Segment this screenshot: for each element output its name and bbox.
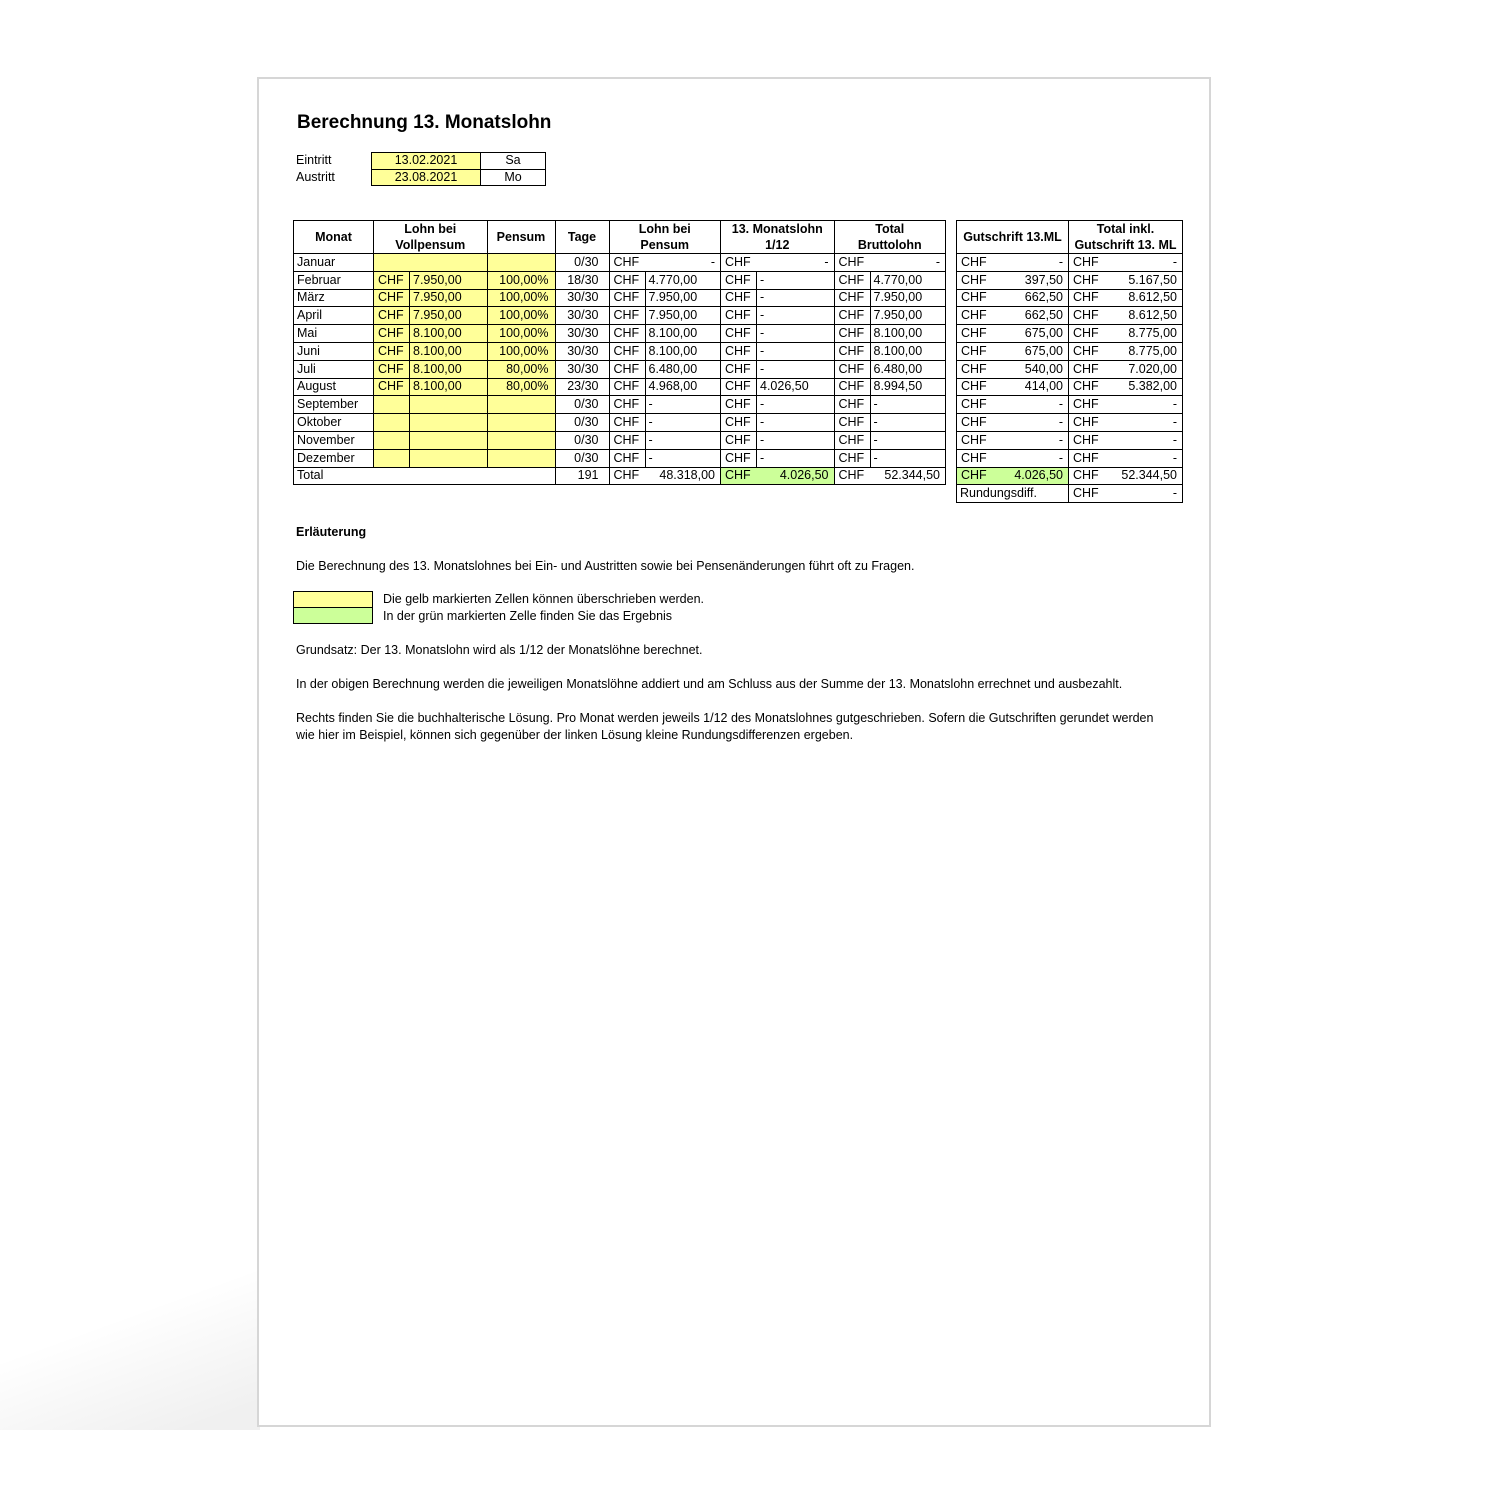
dates-table	[294, 152, 546, 186]
legend-yellow-swatch	[293, 591, 373, 608]
table-row	[957, 431, 1183, 449]
total-gut-total-currency: CHF	[1069, 467, 1105, 485]
gutschrift-cell: 675,00	[992, 325, 1069, 343]
monatslohn-13-cell: 4.026,50	[757, 378, 835, 396]
erlaeuterung-intro: Die Berechnung des 13. Monatslohnes bei Ein- und Austritten sowie bei Pensenänderungen führt oft zu Fragen.	[296, 559, 915, 573]
total-currency: CHF	[834, 325, 870, 343]
gutschrift-cell: 397,50	[992, 271, 1069, 289]
monatslohn-13-cell: -	[757, 271, 835, 289]
total-ml-currency: CHF	[721, 467, 757, 485]
table-row	[294, 449, 946, 467]
monatslohn-13-cell: -	[757, 414, 835, 432]
lohn-pensum-currency: CHF	[609, 289, 645, 307]
lohn-pensum-cell: 7.950,00	[645, 307, 721, 325]
gut-total-currency: CHF	[1069, 289, 1105, 307]
lohn-pensum-cell: -	[645, 396, 721, 414]
total-bruttolohn-cell: 7.950,00	[870, 307, 946, 325]
austritt-date-cell[interactable]: 23.08.2021	[372, 169, 481, 186]
gutschrift-cell: 662,50	[992, 307, 1069, 325]
total-currency: CHF	[834, 360, 870, 378]
table-row	[957, 378, 1183, 396]
total-tage: 191	[555, 467, 609, 485]
tage-cell: 30/30	[555, 360, 609, 378]
pensum-cell[interactable]: 100,00%	[487, 342, 555, 360]
gutschrift-currency: CHF	[957, 342, 993, 360]
pensum-cell[interactable]: 100,00%	[487, 325, 555, 343]
tage-cell: 30/30	[555, 307, 609, 325]
month-cell: Oktober	[294, 414, 374, 432]
total-inkl-gutschrift-cell: -	[1104, 449, 1183, 467]
total-bruttolohn-cell: 7.950,00	[870, 289, 946, 307]
table-row	[957, 307, 1183, 325]
monatslohn-13-cell: -	[757, 289, 835, 307]
ml-currency: CHF	[721, 414, 757, 432]
austritt-label: Austritt	[296, 169, 335, 184]
erlaeuterung-buchhalterisch: Rechts finden Sie die buchhalterische Lösung. Pro Monat werden jeweils 1/12 des Monatslohnes gutgeschrieben. Sofern die Gutschriften gerundet werden wie hier im Beispiel, können sich gegenüber der linken Lösung kleine Rundungsdifferenzen ergeben.	[296, 711, 1154, 742]
total-bruttolohn-cell: 8.100,00	[870, 342, 946, 360]
lohn-currency-cell[interactable]: CHF	[374, 342, 410, 360]
lohn-currency-cell[interactable]	[374, 449, 410, 467]
header-gutschrift: Gutschrift 13.ML	[957, 221, 1069, 254]
total-inkl-gutschrift-cell: -	[1104, 431, 1183, 449]
header-pensum: Pensum	[487, 221, 555, 254]
table-row	[957, 342, 1183, 360]
page-shadow	[0, 1250, 260, 1430]
table-row	[957, 289, 1183, 307]
total-currency: CHF	[834, 431, 870, 449]
rundungsdiff-value: -	[1104, 485, 1183, 503]
total-bruttolohn-cell: -	[870, 414, 946, 432]
gutschrift-currency: CHF	[957, 254, 993, 272]
month-cell: Juni	[294, 342, 374, 360]
total-bruttolohn-cell: -	[870, 396, 946, 414]
lohn-pensum-currency: CHF	[609, 307, 645, 325]
total-currency: CHF	[834, 414, 870, 432]
ml-currency: CHF	[721, 396, 757, 414]
header-lohn-vollpensum: Lohn bei Vollpensum	[374, 221, 488, 254]
table-row	[957, 449, 1183, 467]
total-inkl-gutschrift-cell: 7.020,00	[1104, 360, 1183, 378]
tage-cell: 0/30	[555, 414, 609, 432]
gut-total-currency: CHF	[1069, 307, 1105, 325]
total-label: Total	[294, 467, 556, 485]
table-row	[294, 254, 946, 272]
total-currency: CHF	[834, 449, 870, 467]
monatslohn-13-cell: -	[757, 325, 835, 343]
monatslohn-13-cell: -	[757, 360, 835, 378]
header-lohn-pensum: Lohn bei Pensum	[609, 221, 721, 254]
gutschrift-currency: CHF	[957, 360, 993, 378]
total-inkl-gutschrift-cell: -	[1104, 254, 1183, 272]
lohn-pensum-cell: 7.950,00	[645, 289, 721, 307]
table-row	[294, 342, 946, 360]
gutschrift-currency: CHF	[957, 378, 993, 396]
lohn-pensum-currency: CHF	[609, 378, 645, 396]
gut-total-currency: CHF	[1069, 414, 1105, 432]
lohn-pensum-cell: -	[645, 414, 721, 432]
total-inkl-gutschrift-cell: 5.167,50	[1104, 271, 1183, 289]
tage-cell: 0/30	[555, 254, 609, 272]
ml-currency: CHF	[721, 289, 757, 307]
total-currency: CHF	[834, 289, 870, 307]
lohn-vollpensum-cell[interactable]: 7.950,00	[410, 289, 488, 307]
lohn-pensum-currency: CHF	[609, 325, 645, 343]
lohn-pensum-cell: 4.770,00	[645, 271, 721, 289]
gutschrift-currency: CHF	[957, 431, 993, 449]
gutschrift-cell: 414,00	[992, 378, 1069, 396]
lohn-vollpensum-cell[interactable]	[410, 431, 488, 449]
total-bruttolohn-cell: 8.100,00	[870, 325, 946, 343]
eintritt-date-cell[interactable]: 13.02.2021	[372, 153, 481, 170]
total-inkl-gutschrift-cell: 8.612,50	[1104, 307, 1183, 325]
lohn-vollpensum-cell[interactable]: 8.100,00	[410, 378, 488, 396]
total-currency: CHF	[834, 271, 870, 289]
lohn-vollpensum-cell[interactable]: 7.950,00	[410, 271, 488, 289]
austritt-row	[294, 169, 546, 186]
gut-total-currency: CHF	[1069, 378, 1105, 396]
lohn-pensum-currency: CHF	[609, 449, 645, 467]
gut-total-currency: CHF	[1069, 325, 1105, 343]
gut-total-currency: CHF	[1069, 449, 1105, 467]
total-bruttolohn-cell: -	[870, 254, 946, 272]
total-currency: CHF	[834, 396, 870, 414]
tage-cell: 0/30	[555, 449, 609, 467]
pensum-cell[interactable]: 100,00%	[487, 289, 555, 307]
lohn-vollpensum-cell[interactable]	[410, 254, 488, 272]
lohn-pensum-currency: CHF	[609, 254, 645, 272]
legend-green-swatch	[293, 608, 373, 624]
tage-cell: 0/30	[555, 396, 609, 414]
gutschrift-cell: -	[992, 254, 1069, 272]
pensum-cell[interactable]	[487, 396, 555, 414]
gut-total-currency: CHF	[1069, 254, 1105, 272]
ml-currency: CHF	[721, 325, 757, 343]
total-currency: CHF	[834, 378, 870, 396]
table-row	[957, 325, 1183, 343]
gut-total-currency: CHF	[1069, 342, 1105, 360]
lohn-pensum-cell: 6.480,00	[645, 360, 721, 378]
lohn-currency-cell[interactable]: CHF	[374, 378, 410, 396]
credit-table	[956, 220, 1183, 503]
table-row	[957, 396, 1183, 414]
header-13-monatslohn: 13. Monatslohn 1/12	[721, 221, 835, 254]
austritt-weekday: Mo	[481, 169, 546, 186]
erlaeuterung-heading: Erläuterung	[296, 525, 367, 539]
pensum-cell[interactable]: 100,00%	[487, 271, 555, 289]
total-lohn-pensum: 48.318,00	[645, 467, 721, 485]
lohn-pensum-cell: 4.968,00	[645, 378, 721, 396]
pensum-cell[interactable]: 80,00%	[487, 378, 555, 396]
month-cell: November	[294, 431, 374, 449]
lohn-pensum-cell: -	[645, 431, 721, 449]
gutschrift-currency: CHF	[957, 414, 993, 432]
month-cell: September	[294, 396, 374, 414]
salary-table	[293, 220, 946, 485]
lohn-pensum-currency: CHF	[609, 342, 645, 360]
lohn-pensum-currency: CHF	[609, 396, 645, 414]
ml-currency: CHF	[721, 431, 757, 449]
total-lohn-currency: CHF	[609, 467, 645, 485]
lohn-currency-cell[interactable]: CHF	[374, 271, 410, 289]
gutschrift-cell: -	[992, 449, 1069, 467]
table-row	[294, 396, 946, 414]
lohn-pensum-currency: CHF	[609, 271, 645, 289]
gutschrift-cell: -	[992, 431, 1069, 449]
lohn-vollpensum-cell[interactable]: 7.950,00	[410, 307, 488, 325]
lohn-vollpensum-cell[interactable]: 8.100,00	[410, 342, 488, 360]
ml-currency: CHF	[721, 342, 757, 360]
month-cell: Februar	[294, 271, 374, 289]
lohn-vollpensum-cell[interactable]	[410, 414, 488, 432]
lohn-currency-cell[interactable]: CHF	[374, 360, 410, 378]
tage-cell: 0/30	[555, 431, 609, 449]
month-cell: April	[294, 307, 374, 325]
lohn-pensum-currency: CHF	[609, 414, 645, 432]
header-monat: Monat	[294, 221, 374, 254]
gutschrift-cell: 662,50	[992, 289, 1069, 307]
tage-cell: 30/30	[555, 325, 609, 343]
total-row	[294, 467, 946, 485]
erlaeuterung-berechnung: In der obigen Berechnung werden die jeweiligen Monatslöhne addiert und am Schluss aus der Summe der 13. Monatslohn errechnet und ausbezahlt.	[296, 677, 1123, 691]
table-row	[294, 307, 946, 325]
total-bruttolohn-cell: 6.480,00	[870, 360, 946, 378]
tage-cell: 30/30	[555, 289, 609, 307]
table-row	[957, 414, 1183, 432]
lohn-pensum-cell: 8.100,00	[645, 342, 721, 360]
total-inkl-gutschrift-cell: -	[1104, 414, 1183, 432]
lohn-currency-cell[interactable]	[374, 254, 410, 272]
ml-currency: CHF	[721, 254, 757, 272]
total-inkl-gutschrift-cell: 8.775,00	[1104, 325, 1183, 343]
lohn-pensum-currency: CHF	[609, 431, 645, 449]
total-inkl-gutschrift-cell: -	[1104, 396, 1183, 414]
lohn-currency-cell[interactable]	[374, 431, 410, 449]
table-row	[294, 271, 946, 289]
pensum-cell[interactable]	[487, 414, 555, 432]
month-cell: Dezember	[294, 449, 374, 467]
gutschrift-currency: CHF	[957, 307, 993, 325]
total-bruttolohn-cell: 8.994,50	[870, 378, 946, 396]
total-currency: CHF	[834, 307, 870, 325]
rundungsdiff-label: Rundungsdiff.	[957, 485, 1069, 503]
lohn-pensum-cell: -	[645, 449, 721, 467]
salary-table-header	[294, 221, 946, 254]
table-row	[294, 378, 946, 396]
pensum-cell[interactable]: 100,00%	[487, 307, 555, 325]
gut-total-currency: CHF	[1069, 271, 1105, 289]
monatslohn-13-cell: -	[757, 342, 835, 360]
table-row	[294, 360, 946, 378]
total-currency: CHF	[834, 342, 870, 360]
lohn-currency-cell[interactable]: CHF	[374, 289, 410, 307]
total-currency: CHF	[834, 254, 870, 272]
month-cell: Juli	[294, 360, 374, 378]
gutschrift-cell: 540,00	[992, 360, 1069, 378]
header-total-inkl-gutschrift: Total inkl. Gutschrift 13. ML	[1069, 221, 1183, 254]
tage-cell: 30/30	[555, 342, 609, 360]
tage-cell: 18/30	[555, 271, 609, 289]
header-tage: Tage	[555, 221, 609, 254]
lohn-pensum-cell: -	[645, 254, 721, 272]
lohn-vollpensum-cell[interactable]	[410, 396, 488, 414]
pensum-cell[interactable]	[487, 254, 555, 272]
pensum-cell[interactable]	[487, 449, 555, 467]
total-13-monatslohn-result: 4.026,50	[757, 467, 835, 485]
monatslohn-13-cell: -	[757, 449, 835, 467]
lohn-pensum-currency: CHF	[609, 360, 645, 378]
ml-currency: CHF	[721, 449, 757, 467]
table-row	[294, 431, 946, 449]
total-gutschrift-currency: CHF	[957, 467, 993, 485]
total-brutto-currency: CHF	[834, 467, 870, 485]
total-bruttolohn-cell: -	[870, 431, 946, 449]
total-gutschrift-result: 4.026,50	[992, 467, 1069, 485]
gutschrift-currency: CHF	[957, 325, 993, 343]
lohn-vollpensum-cell[interactable]: 8.100,00	[410, 360, 488, 378]
legend-yellow-text: Die gelb markierten Zellen können überschrieben werden.	[383, 592, 705, 606]
legend-green-text: In der grün markierten Zelle finden Sie das Ergebnis	[383, 609, 673, 623]
table-row	[294, 414, 946, 432]
lohn-vollpensum-cell[interactable]	[410, 449, 488, 467]
ml-currency: CHF	[721, 307, 757, 325]
lohn-currency-cell[interactable]	[374, 396, 410, 414]
month-cell: März	[294, 289, 374, 307]
month-cell: Januar	[294, 254, 374, 272]
gutschrift-cell: -	[992, 396, 1069, 414]
gutschrift-cell: -	[992, 414, 1069, 432]
gutschrift-currency: CHF	[957, 289, 993, 307]
total-inkl-gutschrift-cell: 8.775,00	[1104, 342, 1183, 360]
table-row	[957, 254, 1183, 272]
eintritt-label: Eintritt	[296, 153, 332, 168]
monatslohn-13-cell: -	[757, 254, 835, 272]
lohn-vollpensum-cell[interactable]: 8.100,00	[410, 325, 488, 343]
gutschrift-cell: 675,00	[992, 342, 1069, 360]
document-page	[257, 77, 1211, 1427]
total-bruttolohn-cell: 4.770,00	[870, 271, 946, 289]
header-total-bruttolohn: Total Bruttolohn	[834, 221, 946, 254]
gutschrift-currency: CHF	[957, 396, 993, 414]
ml-currency: CHF	[721, 378, 757, 396]
table-row	[294, 325, 946, 343]
pensum-cell[interactable]	[487, 431, 555, 449]
credit-table-header	[957, 221, 1183, 254]
eintritt-weekday: Sa	[481, 153, 546, 170]
total-bruttolohn-cell: -	[870, 449, 946, 467]
monatslohn-13-cell: -	[757, 431, 835, 449]
salary-table-body	[294, 254, 946, 485]
lohn-currency-cell[interactable]	[374, 414, 410, 432]
total-row	[957, 467, 1183, 485]
rundungsdiff-currency: CHF	[1069, 485, 1105, 503]
lohn-currency-cell[interactable]: CHF	[374, 325, 410, 343]
lohn-currency-cell[interactable]: CHF	[374, 307, 410, 325]
monatslohn-13-cell: -	[757, 307, 835, 325]
table-row	[957, 271, 1183, 289]
total-inkl-gutschrift-cell: 5.382,00	[1104, 378, 1183, 396]
tage-cell: 23/30	[555, 378, 609, 396]
total-bruttolohn: 52.344,50	[870, 467, 946, 485]
ml-currency: CHF	[721, 360, 757, 378]
total-inkl-gutschrift: 52.344,50	[1104, 467, 1183, 485]
ml-currency: CHF	[721, 271, 757, 289]
rundungsdiff-row	[957, 485, 1183, 503]
table-row	[957, 360, 1183, 378]
erlaeuterung-grundsatz: Grundsatz: Der 13. Monatslohn wird als 1/12 der Monatslöhne berechnet.	[296, 643, 703, 657]
monatslohn-13-cell: -	[757, 396, 835, 414]
total-inkl-gutschrift-cell: 8.612,50	[1104, 289, 1183, 307]
gut-total-currency: CHF	[1069, 396, 1105, 414]
month-cell: August	[294, 378, 374, 396]
month-cell: Mai	[294, 325, 374, 343]
gut-total-currency: CHF	[1069, 360, 1105, 378]
gutschrift-currency: CHF	[957, 449, 993, 467]
credit-table-body	[957, 254, 1183, 503]
table-row	[294, 289, 946, 307]
pensum-cell[interactable]: 80,00%	[487, 360, 555, 378]
page-title: Berechnung 13. Monatslohn	[297, 112, 552, 133]
gut-total-currency: CHF	[1069, 431, 1105, 449]
eintritt-row	[294, 153, 546, 170]
gutschrift-currency: CHF	[957, 271, 993, 289]
lohn-pensum-cell: 8.100,00	[645, 325, 721, 343]
